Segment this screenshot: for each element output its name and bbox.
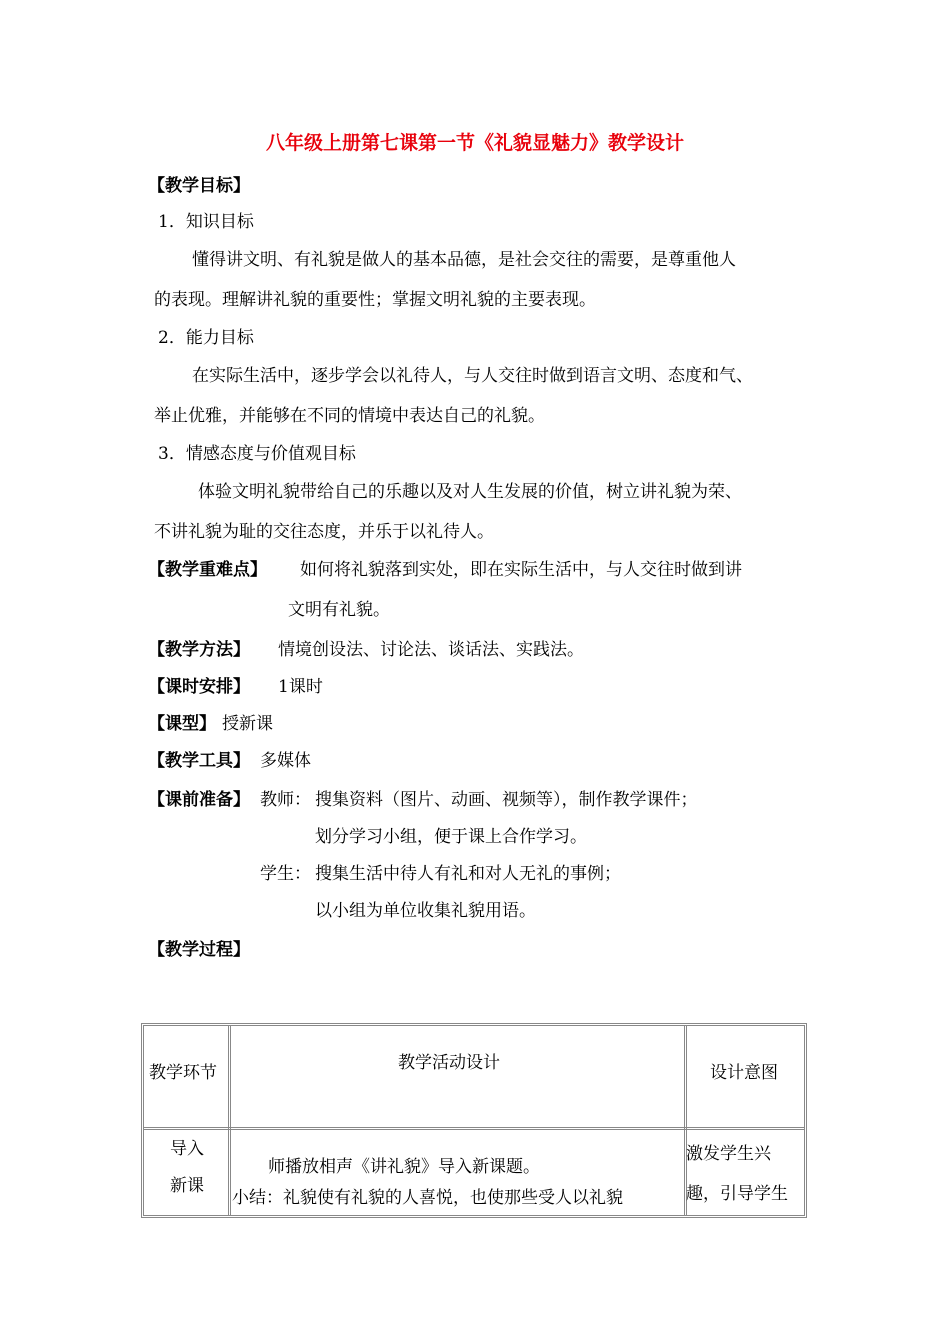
intent-line2: 趣，引导学生	[686, 1184, 788, 1204]
teacher-prep-line2: 划分学习小组，便于课上合作学习。	[315, 827, 587, 847]
activity-line1: 师播放相声《讲礼貌》导入新课题。	[268, 1157, 540, 1177]
knowledge-goal-label: 1．知识目标	[158, 212, 254, 232]
schedule-heading: 【课时安排】	[148, 677, 250, 697]
lesson-type-heading: 【课型】	[148, 714, 216, 734]
methods-heading: 【教学方法】	[148, 640, 250, 660]
lesson-type-text: 授新课	[222, 714, 273, 734]
emotion-goal-line2: 不讲礼貌为耻的交往态度，并乐于以礼待人。	[154, 522, 494, 542]
ability-goal-line1: 在实际生活中，逐步学会以礼待人，与人交往时做到语言文明、态度和气、	[192, 366, 753, 386]
key-points-line2: 文明有礼貌。	[288, 600, 390, 620]
process-heading: 【教学过程】	[148, 940, 250, 960]
stage-line2: 新课	[170, 1176, 204, 1196]
column-divider	[228, 1026, 231, 1215]
row-divider	[144, 1127, 804, 1130]
teaching-process-table	[141, 1023, 807, 1218]
schedule-text: 1课时	[278, 677, 323, 697]
methods-text: 情境创设法、讨论法、谈话法、实践法。	[278, 640, 584, 660]
intent-line1: 激发学生兴	[686, 1144, 771, 1164]
teacher-label: 教师：	[260, 790, 311, 810]
knowledge-goal-line1: 懂得讲文明、有礼貌是做人的基本品德，是社会交往的需要，是尊重他人	[192, 250, 736, 270]
student-prep-line2: 以小组为单位收集礼貌用语。	[315, 901, 536, 921]
key-points-line1: 如何将礼貌落到实处，即在实际生活中，与人交往时做到讲	[300, 560, 742, 580]
tools-text: 多媒体	[260, 751, 311, 771]
tools-heading: 【教学工具】	[148, 751, 250, 771]
ability-goal-line2: 举止优雅，并能够在不同的情境中表达自己的礼貌。	[154, 406, 545, 426]
preparation-heading: 【课前准备】	[148, 790, 250, 810]
key-points-heading: 【教学重难点】	[148, 560, 267, 580]
document-title: 八年级上册第七课第一节《礼貌显魅力》教学设计	[265, 132, 684, 154]
emotion-goal-line1: 体验文明礼貌带给自己的乐趣以及对人生发展的价值，树立讲礼貌为荣、	[198, 482, 742, 502]
header-intent: 设计意图	[710, 1063, 778, 1083]
header-activity: 教学活动设计	[398, 1053, 500, 1073]
activity-line2: 小结：礼貌使有礼貌的人喜悦，也使那些受人以礼貌	[232, 1188, 623, 1208]
header-stage: 教学环节	[149, 1063, 217, 1083]
student-label: 学生：	[260, 864, 311, 884]
teacher-prep-line1: 搜集资料（图片、动画、视频等），制作教学课件；	[315, 790, 698, 810]
student-prep-line1: 搜集生活中待人有礼和对人无礼的事例；	[315, 864, 621, 884]
knowledge-goal-line2: 的表现。理解讲礼貌的重要性；掌握文明礼貌的主要表现。	[154, 290, 596, 310]
stage-line1: 导入	[170, 1139, 204, 1159]
objectives-heading: 【教学目标】	[148, 176, 250, 196]
ability-goal-label: 2．能力目标	[158, 328, 254, 348]
emotion-goal-label: 3．情感态度与价值观目标	[158, 444, 356, 464]
